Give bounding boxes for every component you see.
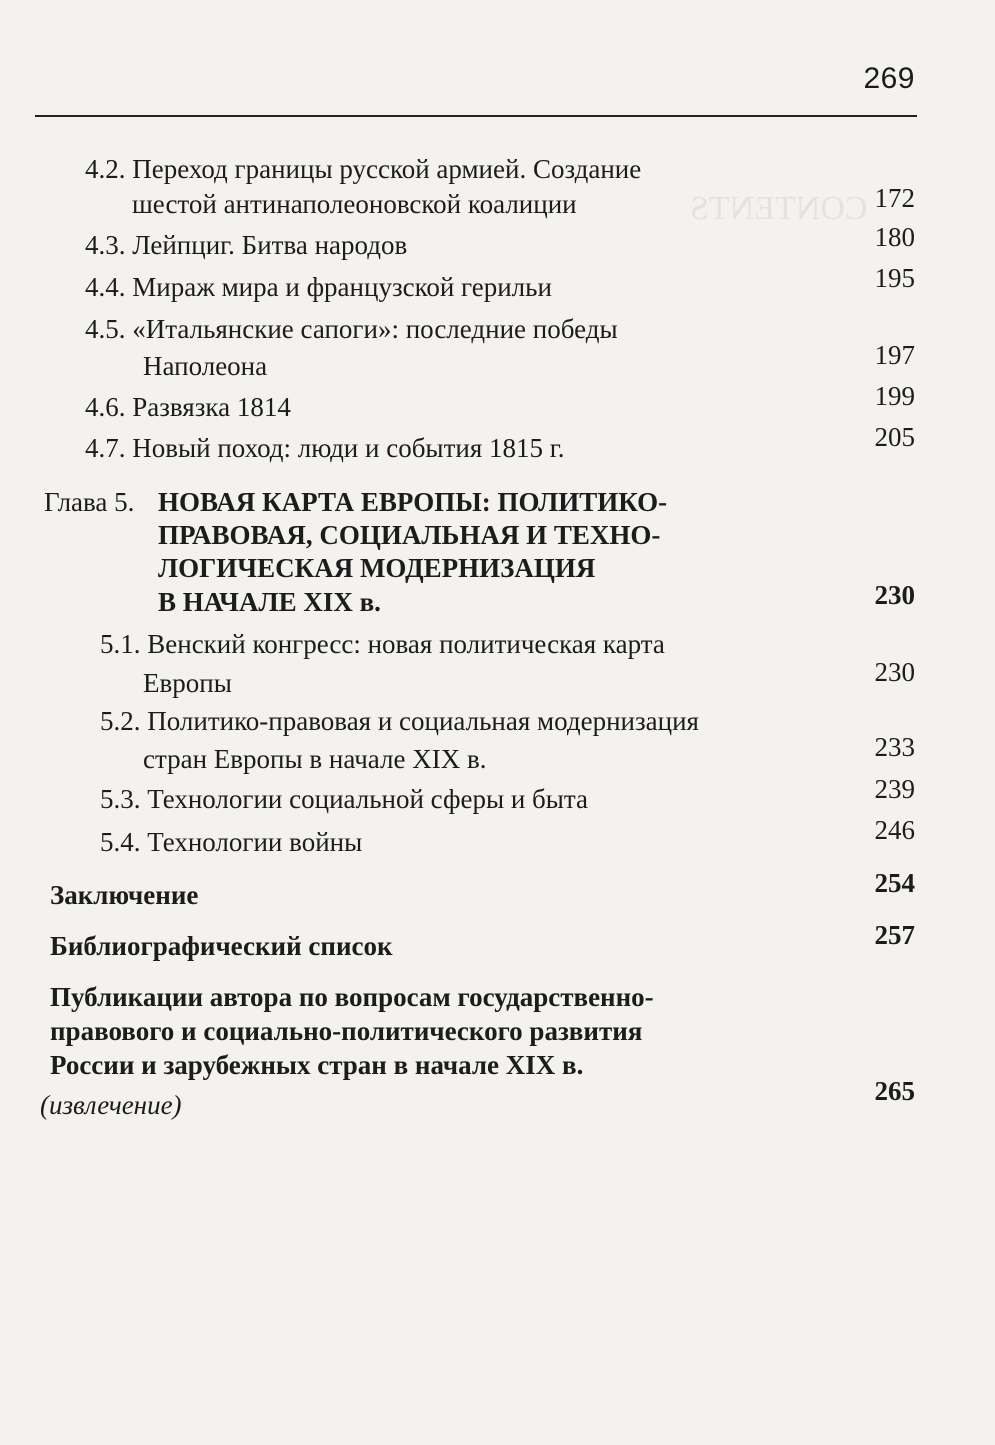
toc-page-conclusion: 254 <box>874 868 915 898</box>
toc-page-5-2: 233 <box>874 732 915 762</box>
toc-entry-4-2-line2: шестой антинаполеоновской коалиции <box>132 189 577 219</box>
toc-entry-publications-line4: (извлечение) <box>40 1090 182 1120</box>
toc-entry-publications-line1: Публикации автора по вопросам государственно- <box>50 982 654 1012</box>
toc-page-4-4: 195 <box>874 263 915 293</box>
toc-entry-4-5-line2: Наполеона <box>143 351 268 381</box>
toc-entry-5-1-line1: 5.1. Венский конгресс: новая политическая карта <box>100 629 665 659</box>
toc-page-4-2: 172 <box>874 183 915 213</box>
toc-entry-publications-line2: правового и социально-политического развития <box>50 1016 643 1046</box>
toc-entry-5-2-line2: стран Европы в начале XIX в. <box>143 744 487 774</box>
chapter-5-title-line1: НОВАЯ КАРТА ЕВРОПЫ: ПОЛИТИКО- <box>158 487 668 517</box>
toc-entry-5-2-line1: 5.2. Политико-правовая и социальная модернизация <box>100 706 699 736</box>
toc-entry-4-5-line1: 4.5. «Итальянские сапоги»: последние победы <box>85 314 618 344</box>
bleed-through-text: CONTENTS <box>690 190 868 227</box>
toc-page-bibliography: 257 <box>874 920 915 950</box>
toc-entry-5-1-line2: Европы <box>143 668 232 698</box>
toc-page-5-1: 230 <box>874 657 915 687</box>
toc-page-4-7: 205 <box>874 422 915 452</box>
toc-page-publications: 265 <box>874 1076 915 1106</box>
toc-page-4-5: 197 <box>874 340 915 370</box>
toc-entry-publications-line3: России и зарубежных стран в начале XIX в. <box>50 1050 584 1080</box>
toc-entry-5-3: 5.3. Технологии социальной сферы и быта <box>100 784 589 814</box>
toc-entry-4-6: 4.6. Развязка 1814 <box>85 392 291 422</box>
toc-entry-conclusion: Заключение <box>50 880 199 910</box>
chapter-5-prefix: Глава 5. <box>44 487 135 517</box>
toc-entry-4-2-line1: 4.2. Переход границы русской армией. Создание <box>85 154 642 184</box>
toc-entry-bibliography: Библиографический список <box>50 931 393 961</box>
toc-entry-4-4: 4.4. Мираж мира и французской герильи <box>85 272 552 302</box>
toc-entry-5-4: 5.4. Технологии войны <box>100 827 363 857</box>
toc-page-5-3: 239 <box>874 774 915 804</box>
chapter-5-title-line2: ПРАВОВАЯ, СОЦИАЛЬНАЯ И ТЕХНО- <box>158 520 661 550</box>
chapter-5-title-line3: ЛОГИЧЕСКАЯ МОДЕРНИЗАЦИЯ <box>158 553 596 583</box>
toc-page-5-4: 246 <box>874 815 915 845</box>
page-number: 269 <box>863 62 915 95</box>
toc-entry-4-3: 4.3. Лейпциг. Битва народов <box>85 230 408 260</box>
chapter-5-title-line4: В НАЧАЛЕ XIX в. <box>158 587 381 617</box>
toc-page-4-3: 180 <box>874 222 915 252</box>
toc-entry-4-7: 4.7. Новый поход: люди и события 1815 г. <box>85 433 565 463</box>
toc-page-chapter-5: 230 <box>874 580 915 610</box>
toc-page-4-6: 199 <box>874 381 915 411</box>
header-rule <box>35 115 917 117</box>
